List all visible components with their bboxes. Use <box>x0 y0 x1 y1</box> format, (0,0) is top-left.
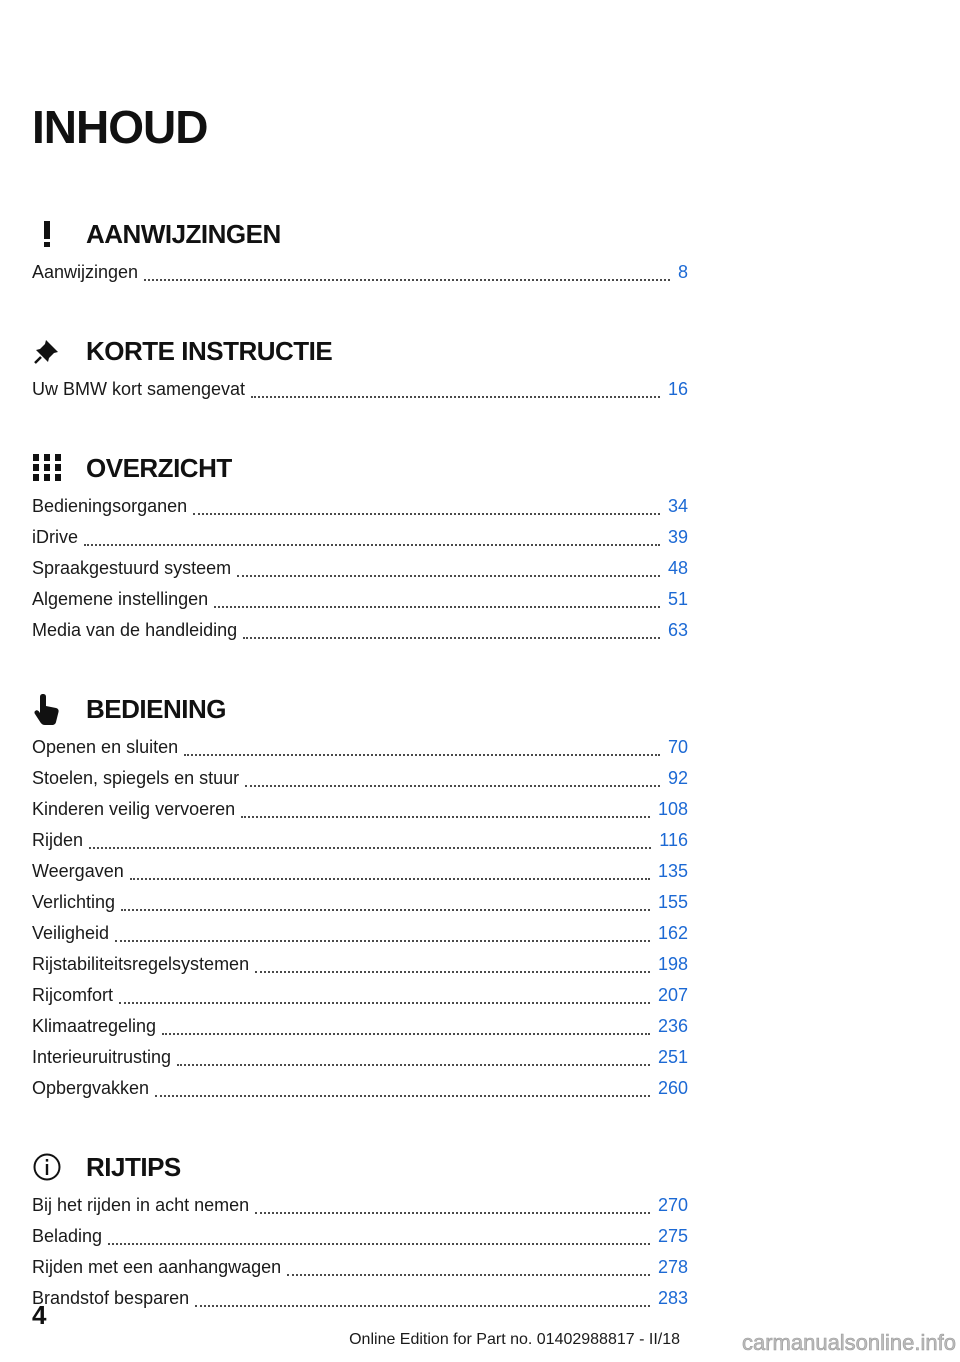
toc-entry-page-link[interactable]: 116 <box>659 830 688 850</box>
dot-leader <box>108 1243 650 1245</box>
dot-leader <box>241 816 650 818</box>
toc-entry-label: Weergaven <box>32 861 124 881</box>
info-icon <box>32 1149 68 1185</box>
dot-leader <box>155 1095 650 1097</box>
grid-icon <box>32 450 68 486</box>
dot-leader <box>255 1212 650 1214</box>
toc-entry[interactable] <box>32 830 688 861</box>
dot-leader <box>162 1033 650 1035</box>
section-heading <box>32 685 688 733</box>
toc-entry[interactable] <box>32 558 688 589</box>
dot-leader <box>130 878 650 880</box>
toc-entry[interactable] <box>32 1078 688 1109</box>
dot-leader <box>193 513 660 515</box>
toc-entry[interactable] <box>32 1047 688 1078</box>
toc-section <box>32 1143 688 1319</box>
toc-entry-page-link[interactable]: 63 <box>667 620 688 640</box>
toc-entry-page-link[interactable]: 135 <box>657 861 688 881</box>
toc-entry-page-link[interactable]: 92 <box>667 768 688 788</box>
toc-entry-label: iDrive <box>32 527 79 547</box>
toc-entry-label: Rijden <box>32 830 84 850</box>
section-title: KORTE INSTRUCTIE <box>86 335 333 366</box>
page-number: 4 <box>32 1300 47 1330</box>
toc-entry[interactable] <box>32 1257 688 1288</box>
toc-entry-page-link[interactable]: 70 <box>667 737 688 757</box>
toc-section <box>32 327 688 410</box>
section-title: AANWIJZINGEN <box>86 218 281 249</box>
toc-entry-label: Algemene instellingen <box>32 589 209 609</box>
toc-entry-label: Veiligheid <box>32 923 110 943</box>
toc-entry-label: Rijcomfort <box>32 985 114 1005</box>
pin-icon <box>32 333 68 369</box>
toc-entry-label: Rijstabiliteitsregelsystemen <box>32 954 250 974</box>
toc-entry[interactable] <box>32 737 688 768</box>
dot-leader <box>89 847 651 849</box>
toc-entry-page-link[interactable]: 207 <box>657 985 688 1005</box>
dot-leader <box>245 785 660 787</box>
section-title: BEDIENING <box>86 693 226 724</box>
toc-entry-page-link[interactable]: 8 <box>677 262 688 282</box>
dot-leader <box>184 754 660 756</box>
toc-entry-page-link[interactable]: 39 <box>667 527 688 547</box>
toc-section <box>32 444 688 651</box>
footer-edition-text: Online Edition for Part no. 01402988817 - II/18 <box>349 1331 680 1348</box>
toc-entry-label: Verlichting <box>32 892 116 912</box>
toc-entry[interactable] <box>32 1016 688 1047</box>
toc-entry-label: Media van de handleiding <box>32 620 238 640</box>
toc-entry[interactable] <box>32 589 688 620</box>
toc-entry-page-link[interactable]: 34 <box>667 496 688 516</box>
toc-entry-page-link[interactable]: 198 <box>657 954 688 974</box>
dot-leader <box>195 1305 650 1307</box>
toc-entry-label: Kinderen veilig vervoeren <box>32 799 236 819</box>
section-heading <box>32 444 688 492</box>
toc-entry-label: Brandstof besparen <box>32 1288 190 1308</box>
toc-entry-label: Uw BMW kort samengevat <box>32 379 246 399</box>
toc-section <box>32 685 688 1109</box>
toc-entry[interactable] <box>32 1288 688 1319</box>
toc-entry[interactable] <box>32 620 688 651</box>
toc-entry-label: Interieuruitrusting <box>32 1047 172 1067</box>
dot-leader <box>237 575 660 577</box>
toc-entry-page-link[interactable]: 275 <box>657 1226 688 1246</box>
toc-entry[interactable] <box>32 954 688 985</box>
toc-entry-label: Bedieningsorganen <box>32 496 188 516</box>
toc-entry-page-link[interactable]: 283 <box>657 1288 688 1308</box>
section-heading <box>32 327 688 375</box>
toc-entry[interactable] <box>32 892 688 923</box>
toc-entry-label: Rijden met een aanhangwagen <box>32 1257 282 1277</box>
toc-entry[interactable] <box>32 799 688 830</box>
toc-entry-page-link[interactable]: 16 <box>667 379 688 399</box>
dot-leader <box>177 1064 650 1066</box>
dot-leader <box>251 396 660 398</box>
section-heading <box>32 210 688 258</box>
toc-entry-label: Openen en sluiten <box>32 737 179 757</box>
toc-entry-label: Aanwijzingen <box>32 262 139 282</box>
exclamation-icon <box>32 216 68 252</box>
toc-entry[interactable] <box>32 861 688 892</box>
dot-leader <box>255 971 650 973</box>
toc-entry-label: Belading <box>32 1226 103 1246</box>
section-title: OVERZICHT <box>86 452 232 483</box>
section-heading <box>32 1143 688 1191</box>
section-title: RIJTIPS <box>86 1151 181 1182</box>
watermark: carmanualsonline.info <box>741 1330 956 1355</box>
dot-leader <box>121 909 650 911</box>
toc-entry[interactable] <box>32 496 688 527</box>
toc-entry-page-link[interactable]: 108 <box>657 799 688 819</box>
dot-leader <box>115 940 650 942</box>
toc-entry-page-link[interactable]: 48 <box>667 558 688 578</box>
dot-leader <box>119 1002 650 1004</box>
toc-entry[interactable] <box>32 1226 688 1257</box>
dot-leader <box>287 1274 650 1276</box>
toc-entry-label: Stoelen, spiegels en stuur <box>32 768 240 788</box>
toc-entry-page-link[interactable]: 260 <box>657 1078 688 1098</box>
page-title: INHOUD <box>32 101 208 153</box>
toc-entry-page-link[interactable]: 251 <box>657 1047 688 1067</box>
toc-section <box>32 210 688 293</box>
toc-entry-page-link[interactable]: 270 <box>657 1195 688 1215</box>
toc-entry-page-link[interactable]: 51 <box>667 589 688 609</box>
toc-entry-label: Bij het rijden in acht nemen <box>32 1195 250 1215</box>
toc-entry-label: Opbergvakken <box>32 1078 150 1098</box>
toc-entry-page-link[interactable]: 236 <box>657 1016 688 1036</box>
toc-entry[interactable] <box>32 923 688 954</box>
dot-leader <box>243 637 660 639</box>
toc-entry[interactable] <box>32 768 688 799</box>
toc-entry[interactable] <box>32 379 688 410</box>
toc-entry[interactable] <box>32 527 688 558</box>
toc-entry-page-link[interactable]: 162 <box>657 923 688 943</box>
dot-leader <box>144 279 670 281</box>
dot-leader <box>214 606 660 608</box>
toc-entry-label: Spraakgestuurd systeem <box>32 558 232 578</box>
toc-entry-page-link[interactable]: 155 <box>657 892 688 912</box>
toc-entry[interactable] <box>32 985 688 1016</box>
toc-entry-page-link[interactable]: 278 <box>657 1257 688 1277</box>
toc-entry[interactable] <box>32 1195 688 1226</box>
toc-entry[interactable] <box>32 262 688 293</box>
hand-pointer-icon <box>32 691 68 727</box>
dot-leader <box>84 544 660 546</box>
table-of-contents <box>32 210 688 1353</box>
toc-entry-label: Klimaatregeling <box>32 1016 157 1036</box>
